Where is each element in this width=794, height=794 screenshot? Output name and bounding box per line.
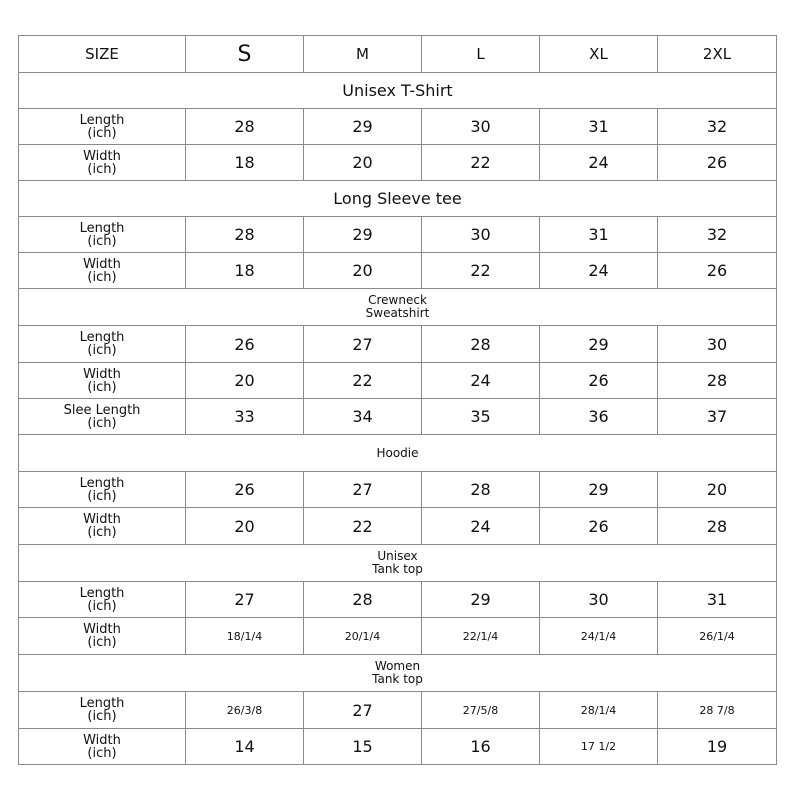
value-cell: 26: [658, 253, 777, 289]
row-label: [19, 253, 186, 289]
measurement-row: [19, 582, 777, 618]
size-m-header: M: [304, 36, 422, 73]
section-title-row: [19, 181, 777, 217]
row-label: [19, 145, 186, 181]
section-title-row: [19, 655, 777, 692]
value-cell: 28/1/4: [540, 692, 658, 729]
value-cell: 29: [304, 217, 422, 253]
value-cell: 20: [186, 363, 304, 399]
value-cell: 22: [304, 508, 422, 545]
measurement-name: Width: [83, 256, 121, 272]
measurement-unit: (ich): [87, 233, 117, 249]
value-cell: 27: [304, 326, 422, 363]
section-title-row: [19, 289, 777, 326]
measurement-name: Length: [79, 696, 125, 711]
value-cell: 26: [658, 145, 777, 181]
header-row: [19, 36, 777, 73]
section-title-row: [19, 435, 777, 472]
value-cell: 27: [304, 692, 422, 729]
value-cell: 24: [422, 363, 540, 399]
value-cell: 27: [186, 582, 304, 618]
measurement-unit: (ich): [87, 635, 117, 650]
section-title-row: [19, 73, 777, 109]
value-cell: 29: [540, 472, 658, 508]
value-cell: 22: [422, 253, 540, 289]
value-cell: 22: [422, 145, 540, 181]
value-cell: 30: [540, 582, 658, 618]
section-title-row: [19, 545, 777, 582]
value-cell: 26/3/8: [186, 692, 304, 729]
measurement-row: [19, 217, 777, 253]
value-cell: 28: [186, 109, 304, 145]
value-cell: 26: [186, 472, 304, 508]
measurement-unit: (ich): [87, 488, 117, 504]
measurement-unit: (ich): [87, 343, 117, 358]
measurement-unit: (ich): [87, 125, 117, 141]
value-cell: 30: [422, 217, 540, 253]
measurement-row: [19, 508, 777, 545]
row-label: [19, 692, 186, 729]
measurement-unit: (ich): [87, 415, 117, 431]
value-cell: 31: [540, 109, 658, 145]
measurement-name: Width: [83, 512, 121, 527]
measurement-name: Length: [79, 475, 125, 491]
value-cell: 31: [658, 582, 777, 618]
value-cell: 26: [540, 363, 658, 399]
value-cell: 20: [304, 145, 422, 181]
size-s-header: S: [186, 36, 304, 73]
section-title-line: Women: [374, 659, 421, 673]
value-cell: 24: [540, 145, 658, 181]
measurement-unit: (ich): [87, 709, 117, 724]
value-cell: 17 1/2: [540, 729, 658, 765]
measurement-unit: (ich): [87, 269, 117, 285]
measurement-name: Width: [83, 148, 121, 164]
measurement-name: Width: [83, 732, 121, 748]
measurement-row: [19, 109, 777, 145]
measurement-row: [19, 692, 777, 729]
value-cell: 28: [422, 472, 540, 508]
value-cell: 27: [304, 472, 422, 508]
measurement-row: [19, 472, 777, 508]
value-cell: 32: [658, 217, 777, 253]
value-cell: 20/1/4: [304, 618, 422, 655]
section-title-line: Unisex: [377, 549, 418, 563]
measurement-row: [19, 326, 777, 363]
value-cell: 15: [304, 729, 422, 765]
value-cell: 20: [186, 508, 304, 545]
size-chart-table: [18, 35, 777, 765]
row-label: [19, 618, 186, 655]
value-cell: 19: [658, 729, 777, 765]
value-cell: 28: [658, 508, 777, 545]
measurement-name: Length: [79, 330, 125, 345]
size-l-header: L: [422, 36, 540, 73]
value-cell: 18: [186, 253, 304, 289]
measurement-name: Width: [83, 366, 121, 382]
value-cell: 29: [304, 109, 422, 145]
value-cell: 36: [540, 399, 658, 435]
value-cell: 35: [422, 399, 540, 435]
measurement-unit: (ich): [87, 525, 117, 540]
value-cell: 28: [422, 326, 540, 363]
measurement-unit: (ich): [87, 379, 117, 395]
measurement-row: [19, 253, 777, 289]
value-cell: 29: [422, 582, 540, 618]
measurement-row: [19, 618, 777, 655]
value-cell: 28: [658, 363, 777, 399]
value-cell: 28: [304, 582, 422, 618]
row-label: [19, 508, 186, 545]
row-label: [19, 363, 186, 399]
value-cell: 20: [658, 472, 777, 508]
value-cell: 22/1/4: [422, 618, 540, 655]
measurement-row: [19, 363, 777, 399]
row-label: [19, 399, 186, 435]
measurement-unit: (ich): [87, 745, 117, 761]
size-2xl-header: 2XL: [658, 36, 777, 73]
row-label: [19, 109, 186, 145]
value-cell: 24: [540, 253, 658, 289]
section-title-unisex-tank: [19, 545, 777, 582]
section-title-women-tank: [19, 655, 777, 692]
section-title-long-sleeve: Long Sleeve tee: [19, 181, 777, 217]
size-xl-header: XL: [540, 36, 658, 73]
value-cell: 18: [186, 145, 304, 181]
value-cell: 26: [186, 326, 304, 363]
value-cell: 31: [540, 217, 658, 253]
value-cell: 27/5/8: [422, 692, 540, 729]
value-cell: 29: [540, 326, 658, 363]
value-cell: 32: [658, 109, 777, 145]
value-cell: 34: [304, 399, 422, 435]
measurement-row: [19, 729, 777, 765]
section-title-crewneck: [19, 289, 777, 326]
value-cell: 22: [304, 363, 422, 399]
measurement-name: Slee Length: [63, 402, 141, 418]
value-cell: 33: [186, 399, 304, 435]
section-title-line: Sweatshirt: [365, 306, 430, 320]
row-label: [19, 217, 186, 253]
measurement-name: Length: [79, 220, 125, 236]
value-cell: 14: [186, 729, 304, 765]
value-cell: 30: [422, 109, 540, 145]
measurement-unit: (ich): [87, 598, 117, 614]
measurement-name: Width: [83, 622, 121, 637]
value-cell: 28: [186, 217, 304, 253]
row-label: [19, 472, 186, 508]
measurement-row: [19, 145, 777, 181]
size-header-label: SIZE: [19, 36, 186, 73]
measurement-unit: (ich): [87, 161, 117, 177]
measurement-row: [19, 399, 777, 435]
section-title-line: Tank top: [372, 672, 423, 686]
measurement-name: Length: [79, 585, 125, 601]
row-label: [19, 729, 186, 765]
value-cell: 24: [422, 508, 540, 545]
value-cell: 28 7/8: [658, 692, 777, 729]
value-cell: 37: [658, 399, 777, 435]
measurement-name: Length: [79, 112, 125, 128]
section-title-line: Tank top: [372, 562, 423, 576]
value-cell: 16: [422, 729, 540, 765]
value-cell: 18/1/4: [186, 618, 304, 655]
row-label: [19, 582, 186, 618]
section-title-unisex-tshirt: Unisex T-Shirt: [19, 73, 777, 109]
value-cell: 30: [658, 326, 777, 363]
value-cell: 26/1/4: [658, 618, 777, 655]
row-label: [19, 326, 186, 363]
value-cell: 24/1/4: [540, 618, 658, 655]
section-title-hoodie: Hoodie: [19, 435, 777, 472]
value-cell: 20: [304, 253, 422, 289]
value-cell: 26: [540, 508, 658, 545]
section-title-line: Crewneck: [368, 293, 427, 307]
